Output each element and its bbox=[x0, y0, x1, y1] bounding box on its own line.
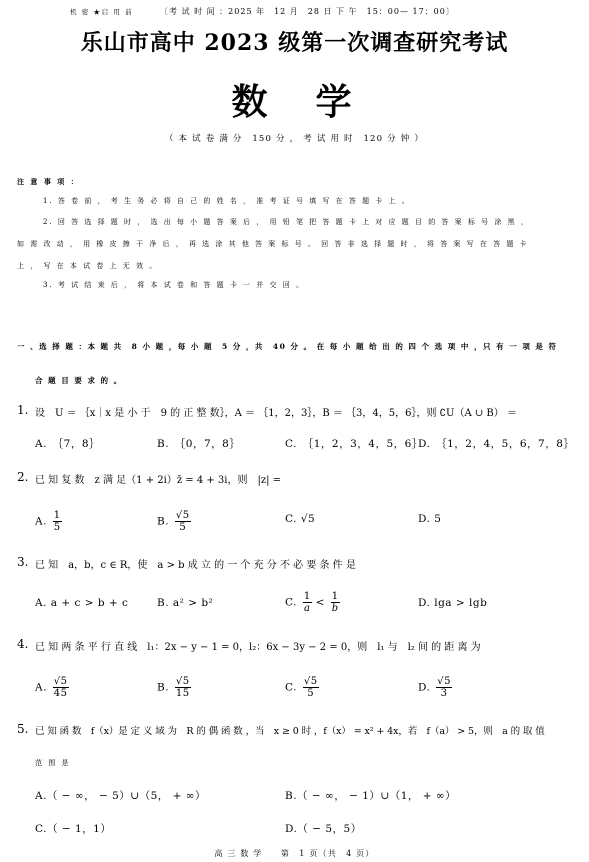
fraction: $\frac{√5}{3}$ bbox=[437, 676, 451, 699]
option-a: A.（ − ∞， − 5）∪（5， + ∞） bbox=[35, 790, 206, 802]
option-a: A. $\frac{√5}{45}$ bbox=[35, 676, 68, 699]
option-d: D. $\frac{√5}{3}$ bbox=[418, 676, 451, 699]
notes-heading: 注 意 事 项 ： bbox=[17, 177, 80, 186]
option-d: D.（ − 5，5） bbox=[285, 823, 362, 835]
option-b: B. ｛0，7，8｝ bbox=[157, 438, 241, 450]
subject-title: 数 学 bbox=[231, 81, 358, 123]
question-stem: 设 U ＝ ｛x｜x 是 小 于 9 的 正 整 数｝，A ＝ ｛1，2，3｝，B ＝ ｛3，4，5，6｝，则 ∁U（A ∪ B） ＝ bbox=[35, 408, 517, 419]
option-d: D. ｛1，2，4，5，6，7，8｝ bbox=[418, 438, 575, 450]
question-number: 5. bbox=[17, 722, 29, 736]
fraction: $\frac{1}{b}$ bbox=[331, 591, 339, 614]
section-heading: 一 、选 择 题 ：本 题 共 8 小 题 ，每 小 题 5 分 ，共 40 分 。 在 每 小 题 给 出 的 四 个 选 项 中 ，只 有 一 项 是 符 bbox=[17, 342, 558, 351]
option-c: C. ｛1，2，3，4，5，6｝ bbox=[285, 438, 423, 450]
score-info: （ 本 试 卷 满 分 150 分 ， 考 试 用 时 120 分 钟 ） bbox=[164, 134, 425, 144]
secret-label: 机 密 ★启 用 前 bbox=[70, 8, 134, 16]
option-b: B. $\frac{√5}{15}$ bbox=[157, 676, 190, 699]
option-a: A. a + c > b + c bbox=[35, 597, 129, 609]
question-number: 1. bbox=[17, 403, 29, 417]
section-heading-cont: 合 题 目 要 求 的 。 bbox=[35, 376, 123, 385]
option-d: D. 5 bbox=[418, 513, 442, 525]
fraction: $\frac{1}{5}$ bbox=[53, 510, 61, 533]
note-item: 1. 答 卷 前 ， 考 生 务 必 将 自 己 的 姓 名 ， 准 考 证 号 填 写 在 答 题 卡 上 。 bbox=[43, 197, 411, 205]
option-b: B.（ − ∞， − 1）∪（1， + ∞） bbox=[285, 790, 457, 802]
question-stem: 已 知 函 数 f（x）是 定 义 域 为 R 的 偶 函 数 ，当 x ≥ 0 时 ，f（x） = x² + 4x，若 f（a） > 5，则 a 的 取 值 bbox=[35, 726, 545, 737]
radical: √5 bbox=[300, 513, 316, 525]
question-number: 3. bbox=[17, 555, 29, 569]
question-number: 4. bbox=[17, 637, 29, 651]
option-a: A. ｛7，8｝ bbox=[35, 438, 101, 450]
fraction: $\frac{√5}{45}$ bbox=[53, 676, 68, 699]
option-d: D. lga > lgb bbox=[418, 597, 488, 609]
option-b: B. a² > b² bbox=[157, 597, 214, 609]
fraction: $\frac{√5}{15}$ bbox=[175, 676, 190, 699]
page-footer: 高 三 数 学 第 1 页（共 4 页） bbox=[214, 849, 375, 858]
fraction: $\frac{√5}{5}$ bbox=[303, 676, 318, 699]
fraction: $\frac{1}{a}$ bbox=[303, 591, 311, 614]
page-title: 乐山市高中 2023 级第一次调查研究考试 bbox=[80, 30, 509, 56]
question-stem-cont: 范 围 是 bbox=[35, 759, 71, 767]
note-item: 上 ， 写 在 本 试 卷 上 无 效 。 bbox=[17, 262, 159, 270]
option-c: C. $\frac{1}{a}$ < $\frac{1}{b}$ bbox=[285, 591, 339, 614]
question-number: 2. bbox=[17, 470, 29, 484]
option-c: C. √5 bbox=[285, 513, 316, 525]
question-stem: 已 知 两 条 平 行 直 线 l₁：2x − y − 1 = 0，l₂：6x − 3y − 2 = 0，则 l₁ 与 l₂ 间 的 距 离 为 bbox=[35, 642, 481, 653]
note-item: 2. 回 答 选 择 题 时 ， 选 出 每 小 题 答 案 后 ， 用 铅 笔 把 答 题 卡 上 对 应 题 目 的 答 案 标 号 涂 黑 ， bbox=[43, 218, 530, 226]
option-c: C. $\frac{√5}{5}$ bbox=[285, 676, 318, 699]
exam-time: 〔考 试 时 间 ：2025 年 12 月 28 日 下 午 15：00— 17：00〕 bbox=[160, 7, 455, 16]
note-item: 3. 考 试 结 束 后 ， 将 本 试 卷 和 答 题 卡 一 并 交 回 。 bbox=[43, 281, 305, 289]
option-b: B. $\frac{√5}{5}$ bbox=[157, 510, 190, 533]
question-stem: 已 知 a，b，c ∈ R，使 a > b 成 立 的 一 个 充 分 不 必 要 条 件 是 bbox=[35, 560, 356, 571]
question-stem: 已 知 复 数 z 满 足（1 + 2i）z̄ = 4 + 3i，则 |z| = bbox=[35, 475, 282, 486]
note-item: 如 需 改 动 ， 用 橡 皮 擦 干 净 后 ， 再 选 涂 其 他 答 案 标 号 。 回 答 非 选 择 题 时 ， 将 答 案 写 在 答 题 卡 bbox=[17, 240, 529, 248]
fraction: $\frac{√5}{5}$ bbox=[175, 510, 190, 533]
option-a: A. $\frac{1}{5}$ bbox=[35, 510, 61, 533]
option-c: C.（ − 1，1） bbox=[35, 823, 112, 835]
